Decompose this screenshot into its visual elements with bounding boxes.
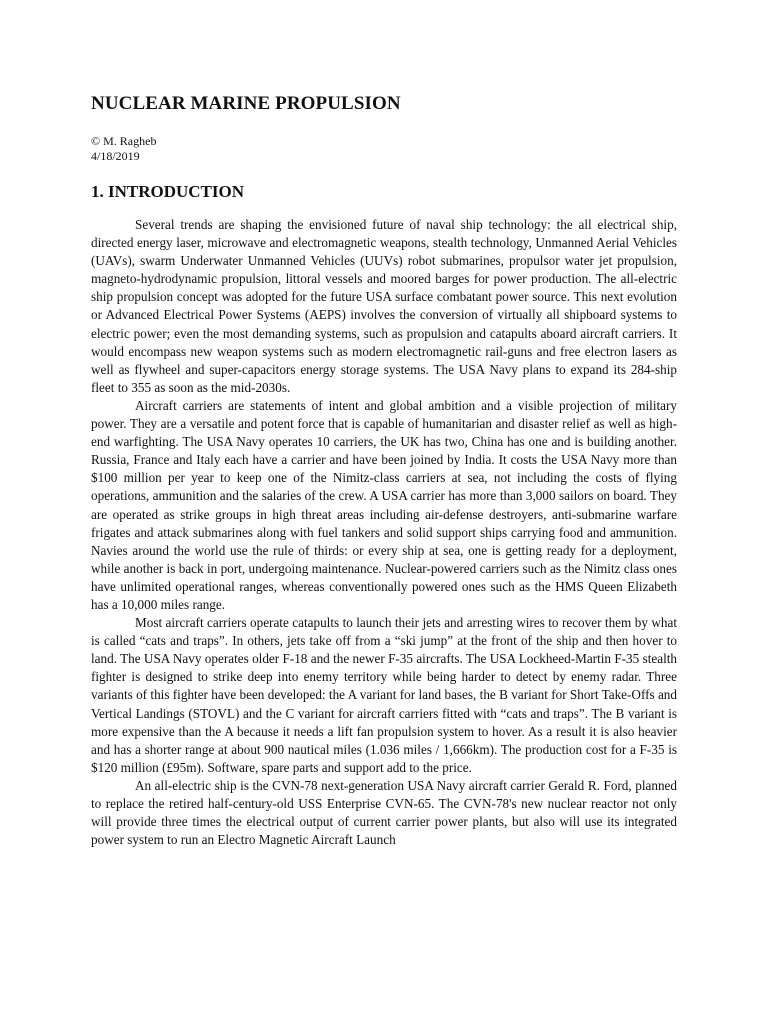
document-page bbox=[91, 92, 677, 849]
author-line: © M. Ragheb bbox=[91, 134, 157, 148]
document-title: NUCLEAR MARINE PROPULSION bbox=[91, 93, 401, 114]
paragraph-aircraft-carriers: Aircraft carriers are statements of intent and global ambition and a visible projection of military power. They are a versatile and potent force that is capable of humanitarian and disaster relief as well as high-end warfighting. The USA Navy operates 10 carriers, the UK has two, China has one and is building another. Russia, France and Italy each have a carrier and have been joined by India. It costs the USA Navy more than $100 million per year to keep one of the Nimitz-class carriers at sea, not including the costs of flying operations, ammunition and the salaries of the crew. A USA carrier has more than 3,000 sailors on board. They are operated as strike groups in high threat areas including air-defense destroyers, anti-submarine warfare frigates and attack submarines along with fuel tankers and solid support ships carrying food and ammunition. Navies around the world use the rule of thirds: or every ship at sea, one is getting ready for a deployment, while another is back in port, undergoing maintenance. Nuclear-powered carriers such as the Nimitz class ones have unlimited operational ranges, whereas conventionally powered ones such as the HMS Queen Elizabeth has a 10,000 miles range. bbox=[91, 397, 677, 612]
section-heading-introduction: 1. INTRODUCTION bbox=[91, 182, 245, 201]
paragraph-naval-trends: Several trends are shaping the envisioned future of naval ship technology: the all electrical ship, directed energy laser, microwave and electromagnetic weapons, stealth technology, Unmanned Aerial Vehicles (UAVs), swarm Underwater Unmanned Vehicles (UUVs) robot submarines, propulsor water jet propulsion, magneto-hydrodynamic propulsion, littoral vessels and moored barges for power production. The all-electric ship propulsion concept was adopted for the future USA surface combatant power source. This next evolution or Advanced Electrical Power Systems (AEPS) involves the conversion of virtually all shipboard systems to electric power; even the most demanding systems, such as propulsion and catapults aboard aircraft carriers. It would encompass new weapon systems such as modern electromagnetic rail-guns and free electron lasers as well as flywheel and super-capacitors energy storage systems. The USA Navy plans to expand its 284-ship fleet to 355 as soon as the mid-2030s. bbox=[91, 217, 677, 395]
date-line: 4/18/2019 bbox=[91, 149, 140, 163]
paragraph-catapults-f35: Most aircraft carriers operate catapults to launch their jets and arresting wires to recover them by what is called “cats and traps”. In others, jets take off from a “ski jump” at the front of the ship and then hover to land. The USA Navy operates older F-18 and the newer F-35 aircrafts. The USA Lockheed-Martin F-35 stealth fighter is designed to strike deep into enemy territory while being harder to detect by enemy radar. Three variants of this fighter have been developed: the A variant for land bases, the B variant for Short Take-Offs and Vertical Landings (STOVL) and the C variant for aircraft carriers fitted with “cats and traps”. The B variant is more expensive than the A because it needs a lift fan propulsion system to hover. As a result it is also heavier and has a shorter range at about 900 nautical miles (1.036 miles / 1,666km). The production cost for a F-35 is $120 million (£95m). Software, spare parts and support add to the price. bbox=[91, 615, 677, 775]
paragraph-cvn78: An all-electric ship is the CVN-78 next-generation USA Navy aircraft carrier Gerald R. Ford, planned to replace the retired half-century-old USS Enterprise CVN-65. The CVN-78's new nuclear reactor not only will provide three times the electrical output of current carrier power plants, but also will use its integrated power system to run an Electro Magnetic Aircraft Launch bbox=[91, 777, 677, 848]
